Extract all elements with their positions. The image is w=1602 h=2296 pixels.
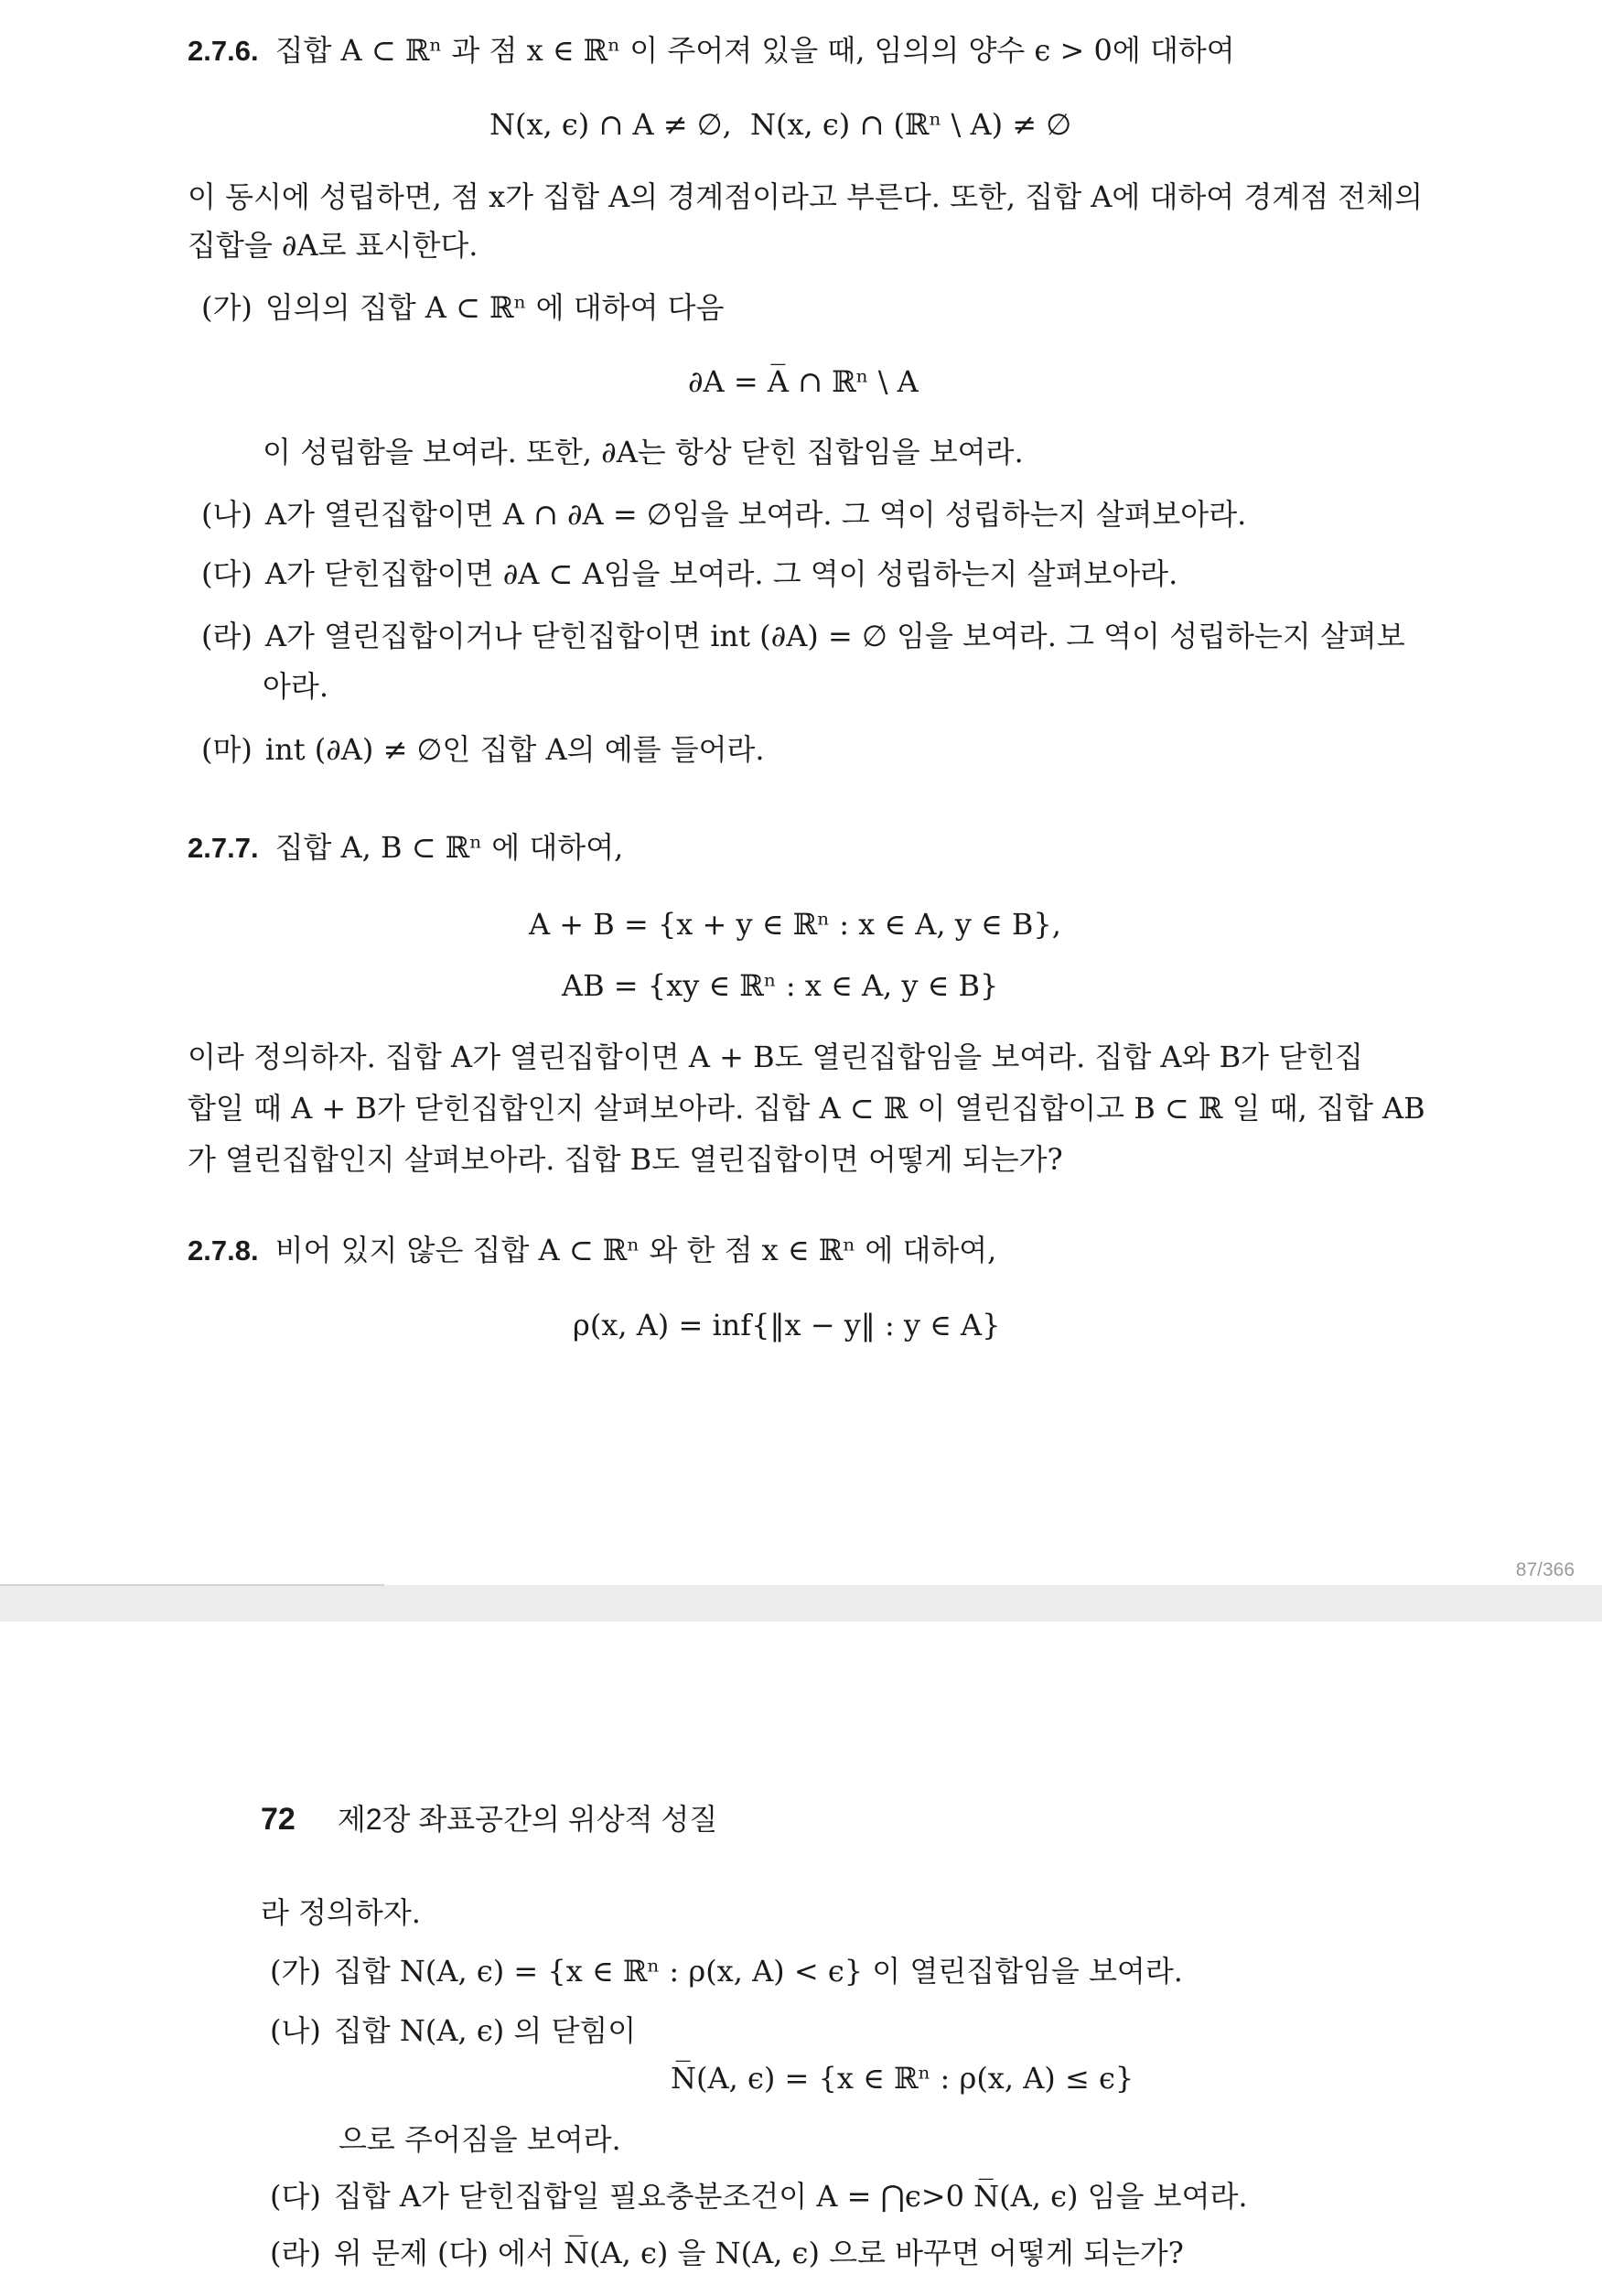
chapter-title: 제2장 좌표공간의 위상적 성질 <box>337 1803 718 1836</box>
boundary-identity-equation: ∂A = A̅ ∩ ℝⁿ \ A <box>688 364 919 399</box>
item-text: 위 문제 (다) 에서 N̅(A, ϵ) 을 N(A, ϵ) 으로 바꾸면 어떻게 되는가? <box>333 2236 1184 2270</box>
item-ga <box>270 1951 1183 1991</box>
problem-label: 2.7.7. <box>188 832 259 864</box>
item-na <box>201 494 1246 534</box>
item-text: 집합 A가 닫힌집합일 필요충분조건이 A = ⋂ϵ>0 N̅(A, ϵ) 임을 보여라. <box>333 2179 1248 2214</box>
definition-line-1: 이 동시에 성립하면, 점 x가 집합 A의 경계점이라고 부른다. 또한, 집합 A에 대하여 경계점 전체의 <box>188 179 1424 214</box>
item-text: int (∂A) ≠ ∅인 집합 A의 예를 들어라. <box>264 732 765 767</box>
item-tag: (다) <box>201 556 253 591</box>
boundary-condition-2: N(x, ϵ) ∩ (ℝⁿ \ A) ≠ ∅ <box>750 107 1072 142</box>
sumset-definition: A + B = {x + y ∈ ℝⁿ : x ∈ A, y ∈ B}, <box>529 907 1061 942</box>
item-tag: (라) <box>201 619 253 653</box>
boundary-condition-1: N(x, ϵ) ∩ A ≠ ∅, <box>489 107 732 142</box>
item-ra <box>201 616 1405 656</box>
item-tag: (나) <box>270 2013 321 2048</box>
item-na-continued: 으로 주어짐을 보여라. <box>339 2122 621 2157</box>
item-ga <box>201 287 725 328</box>
page-88 <box>0 1622 1602 2296</box>
problem-text: 비어 있지 않은 집합 A ⊂ ℝⁿ 와 한 점 x ∈ ℝⁿ 에 대하여, <box>274 1233 997 1267</box>
problem-2-7-7-body-2: 합일 때 A + B가 닫힌집합인지 살펴보아라. 집합 A ⊂ ℝ 이 열린집합이고 B ⊂ ℝ 일 때, 집합 AB <box>188 1091 1425 1126</box>
item-ra-continued: 아라. <box>263 669 328 704</box>
reading-progress-line <box>0 1584 384 1586</box>
problem-2-7-6-intro <box>188 30 1235 70</box>
item-ma <box>201 729 765 770</box>
item-tag: (가) <box>270 1954 321 1989</box>
definition-line-2: 집합을 ∂A로 표시한다. <box>188 228 478 263</box>
page-counter: 87/366 <box>1515 1559 1575 1580</box>
continued-line: 라 정의하자. <box>261 1895 421 1930</box>
problem-text: 집합 A ⊂ ℝⁿ 과 점 x ∈ ℝⁿ 이 주어져 있을 때, 임의의 양수 ϵ > 0에 대하여 <box>274 33 1235 68</box>
problem-2-7-7-intro <box>188 827 623 868</box>
item-tag: (라) <box>270 2236 321 2270</box>
item-da <box>201 554 1177 594</box>
item-tag: (마) <box>201 732 253 767</box>
item-ga-continued: 이 성립함을 보여라. 또한, ∂A는 항상 닫힌 집합임을 보여라. <box>263 435 1024 469</box>
item-text: 집합 N(A, ϵ) 의 닫힘이 <box>333 2013 637 2048</box>
item-text: A가 닫힌집합이면 ∂A ⊂ A임을 보여라. 그 역이 성립하는지 살펴보아라. <box>264 556 1178 591</box>
item-text: 집합 N(A, ϵ) = {x ∈ ℝⁿ : ρ(x, A) < ϵ} 이 열린집합임을 보여라. <box>333 1954 1183 1989</box>
item-text: 임의의 집합 A ⊂ ℝⁿ 에 대하여 다음 <box>264 290 725 325</box>
problem-label: 2.7.6. <box>188 35 259 67</box>
item-text: A가 열린집합이거나 닫힌집합이면 int (∂A) = ∅ 임을 보여라. 그 역이 성립하는지 살펴보 <box>264 619 1405 653</box>
item-na <box>270 2010 636 2051</box>
item-tag: (가) <box>201 290 253 325</box>
distance-definition: ρ(x, A) = inf{‖x − y‖ : y ∈ A} <box>573 1308 1001 1342</box>
problem-label: 2.7.8. <box>188 1234 259 1267</box>
item-text: A가 열린집합이면 A ∩ ∂A = ∅임을 보여라. 그 역이 성립하는지 살펴보아라. <box>264 497 1247 532</box>
running-header <box>261 1799 717 1839</box>
problem-2-7-7-body-1: 이라 정의하자. 집합 A가 열린집합이면 A + B도 열린집합임을 보여라. 집합 A와 B가 닫힌집 <box>188 1040 1363 1074</box>
item-tag: (다) <box>270 2179 321 2214</box>
problem-text: 집합 A, B ⊂ ℝⁿ 에 대하여, <box>274 830 624 865</box>
productset-definition: AB = {xy ∈ ℝⁿ : x ∈ A, y ∈ B} <box>562 968 999 1003</box>
page-number: 72 <box>261 1802 296 1837</box>
closure-equation: N̅(A, ϵ) = {x ∈ ℝⁿ : ρ(x, A) ≤ ϵ} <box>671 2061 1134 2096</box>
item-da <box>270 2176 1248 2216</box>
problem-2-7-7-body-3: 가 열린집합인지 살펴보아라. 집합 B도 열린집합이면 어떻게 되는가? <box>188 1142 1063 1177</box>
page-gap <box>0 1585 1602 1622</box>
item-tag: (나) <box>201 497 253 532</box>
problem-2-7-8-intro <box>188 1230 996 1270</box>
item-ra <box>270 2233 1184 2273</box>
